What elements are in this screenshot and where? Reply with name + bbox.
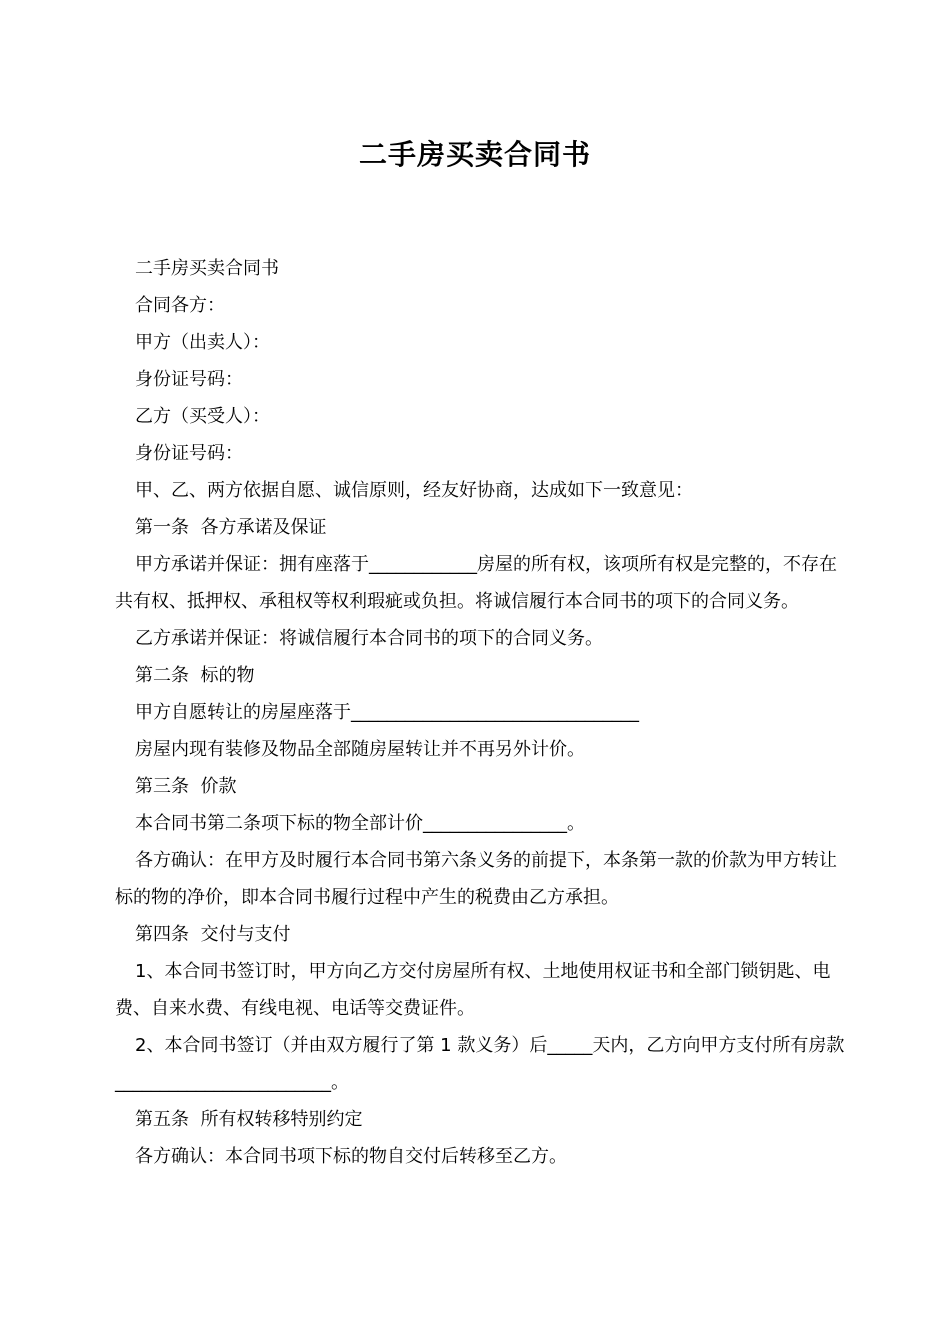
article-2-location: 甲方自愿转让的房屋座落于________________________________ [135,702,639,723]
paragraph-parties: 合同各方： [135,295,225,316]
paragraph-party-b: 乙方（买受人）： [135,406,270,427]
article-4-clause-2: 2、本合同书签订（并由双方履行了第 1 款义务）后_____天内，乙方向甲方支付所有房款________________________。 [115,1035,845,1093]
paragraph-preamble: 甲、乙、两方依据自愿、诚信原则，经友好协商，达成如下一致意见： [135,480,693,501]
article-2-heading: 第二条 标的物 [135,665,255,686]
article-4-heading: 第四条 交付与支付 [135,924,291,945]
article-3-heading: 第三条 价款 [135,776,237,797]
article-3-price: 本合同书第二条项下标的物全部计价________________。 [135,813,585,834]
paragraph-heading: 二手房买卖合同书 [135,258,279,279]
document-title: 二手房买卖合同书 [358,138,591,171]
paragraph-party-b-id: 身份证号码： [135,443,243,464]
article-5-confirmation: 各方确认：本合同书项下标的物自交付后转移至乙方。 [135,1146,567,1167]
document-body [115,250,853,1175]
article-5-heading: 第五条 所有权转移特别约定 [135,1109,363,1130]
article-4-clause-1: 1、本合同书签订时，甲方向乙方交付房屋所有权、土地使用权证书和全部门锁钥匙、电费、自来水费、有线电视、电话等交费证件。 [115,961,831,1019]
article-3-confirmation: 各方确认：在甲方及时履行本合同书第六条义务的前提下，本条第一款的价款为甲方转让标的物的净价，即本合同书履行过程中产生的税费由乙方承担。 [115,850,837,908]
article-1-heading: 第一条 各方承诺及保证 [135,517,327,538]
article-1-party-b-promise: 乙方承诺并保证：将诚信履行本合同书的项下的合同义务。 [135,628,603,649]
article-2-fixtures: 房屋内现有装修及物品全部随房屋转让并不再另外计价。 [135,739,585,760]
article-1-party-a-promise: 甲方承诺并保证：拥有座落于____________房屋的所有权，该项所有权是完整的，不存在共有权、抵押权、承租权等权利瑕疵或负担。将诚信履行本合同书的项下的合同义务。 [115,554,837,612]
paragraph-party-a-id: 身份证号码： [135,369,243,390]
paragraph-party-a: 甲方（出卖人）： [135,332,270,353]
